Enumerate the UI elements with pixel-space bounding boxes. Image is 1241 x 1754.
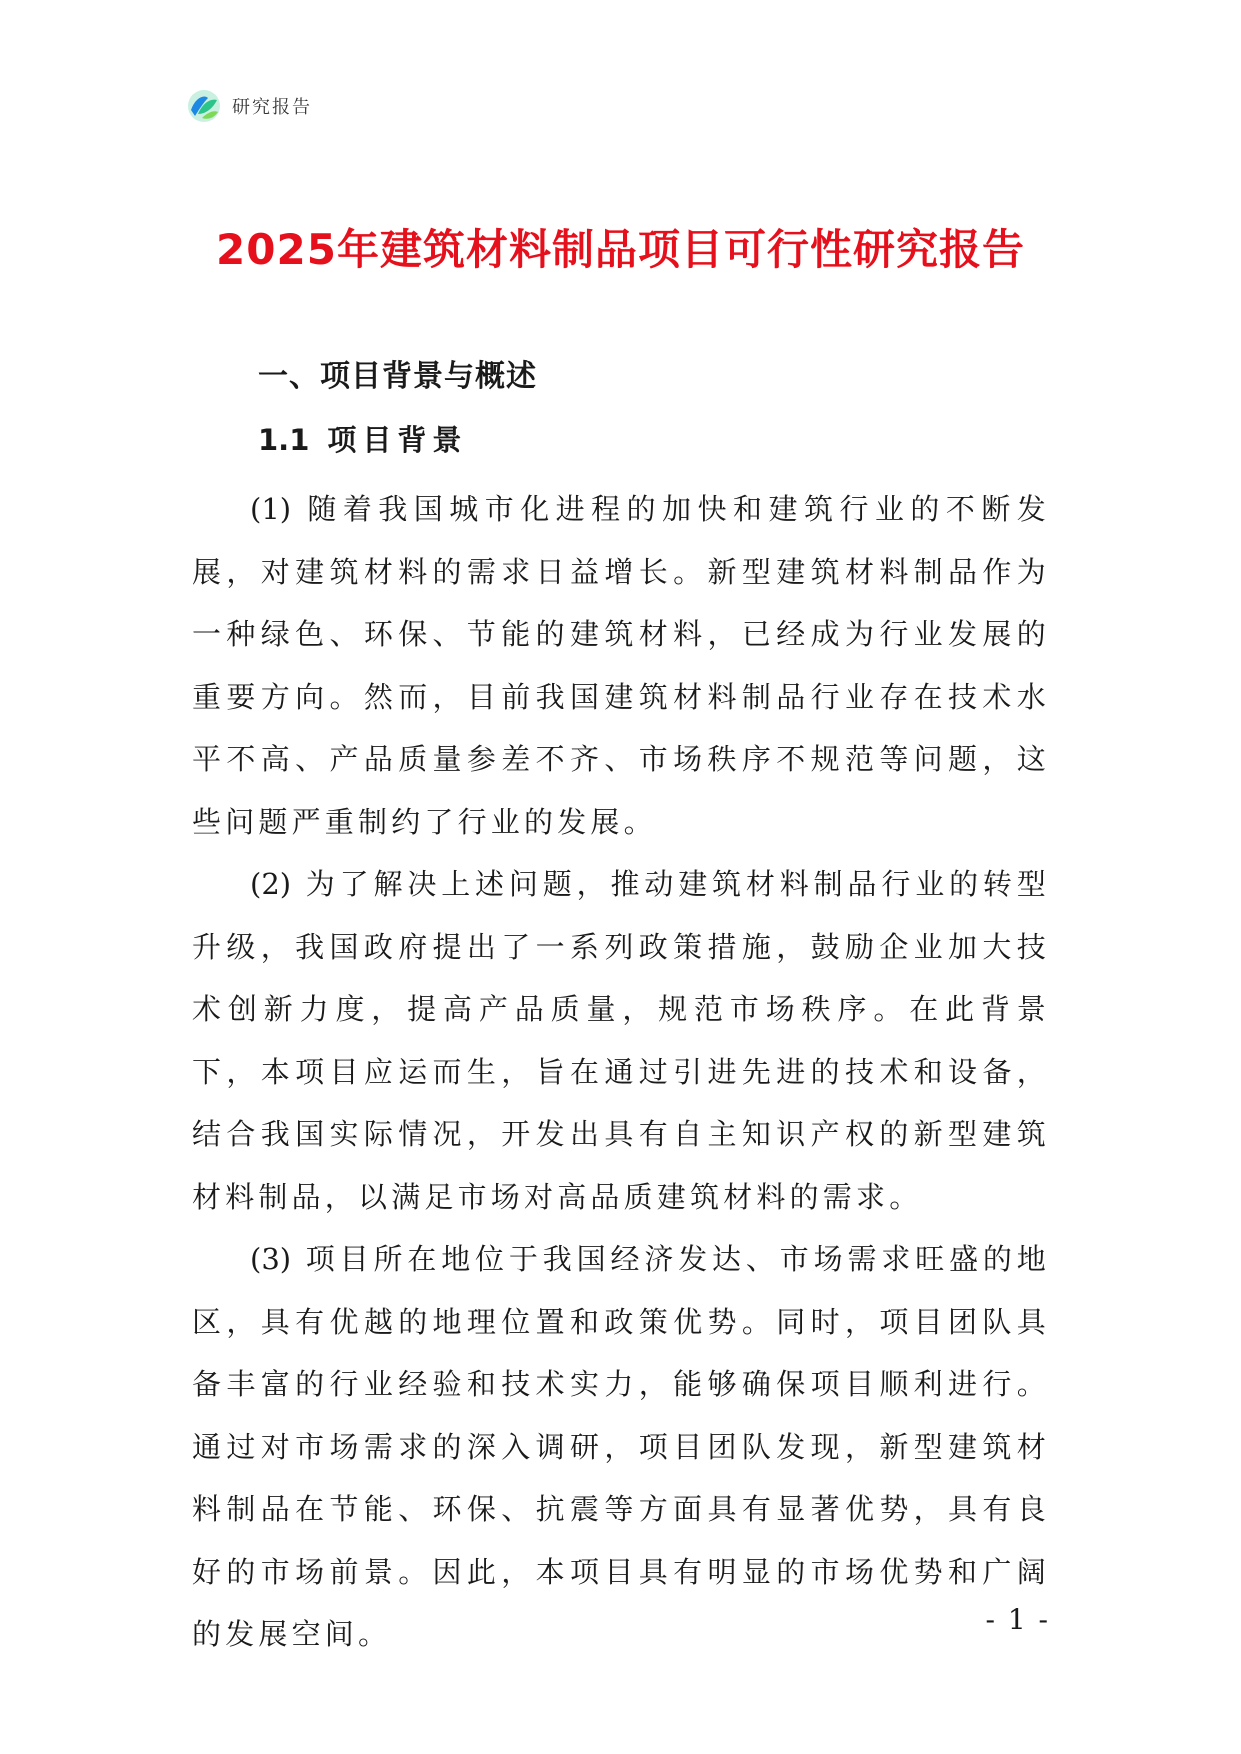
paragraph-marker: (2) (250, 867, 292, 901)
paragraph-1 (192, 478, 1050, 853)
paragraph-2 (192, 853, 1050, 1228)
subsection-number: 1.1 (258, 423, 310, 457)
header-label: 研究报告 (232, 97, 312, 118)
body-text (192, 478, 1050, 1666)
leaf-logo-icon (186, 88, 222, 124)
paragraph-text: 项目所在地位于我国经济发达、市场需求旺盛的地区，具有优越的地理位置和政策优势。同时，项目团队具备丰富的行业经验和技术实力，能够确保项目顺利进行。通过对市场需求的深入调研，项目团队发现，新型建筑材料制品在节能、环保、抗震等方面具有显著优势，具有良好的市场前景。因此，本项目具有明显的市场优势和广阔的发展空间。 (192, 1242, 1050, 1651)
paragraph-marker: (1) (250, 492, 292, 526)
section-heading: 一、项目背景与概述 (258, 359, 537, 394)
page-header (186, 88, 312, 124)
paragraph-marker: (3) (250, 1242, 292, 1276)
subsection-title: 项目背景 (327, 423, 468, 457)
paragraph-text: 随着我国城市化进程的加快和建筑行业的不断发展，对建筑材料的需求日益增长。新型建筑材料制品作为一种绿色、环保、节能的建筑材料，已经成为行业发展的重要方向。然而，目前我国建筑材料制品行业存在技术水平不高、产品质量参差不齐、市场秩序不规范等问题，这些问题严重制约了行业的发展。 (192, 492, 1050, 839)
page-number: - 1 - (985, 1603, 1050, 1636)
document-title: 2025年建筑材料制品项目可行性研究报告 (216, 225, 1025, 274)
paragraph-text: 为了解决上述问题，推动建筑材料制品行业的转型升级，我国政府提出了一系列政策措施，鼓励企业加大技术创新力度，提高产品质量，规范市场秩序。在此背景下，本项目应运而生，旨在通过引进先进的技术和设备，结合我国实际情况，开发出具有自主知识产权的新型建筑材料制品，以满足市场对高品质建筑材料的需求。 (192, 867, 1050, 1214)
paragraph-3 (192, 1228, 1050, 1666)
subsection-heading (258, 420, 467, 460)
